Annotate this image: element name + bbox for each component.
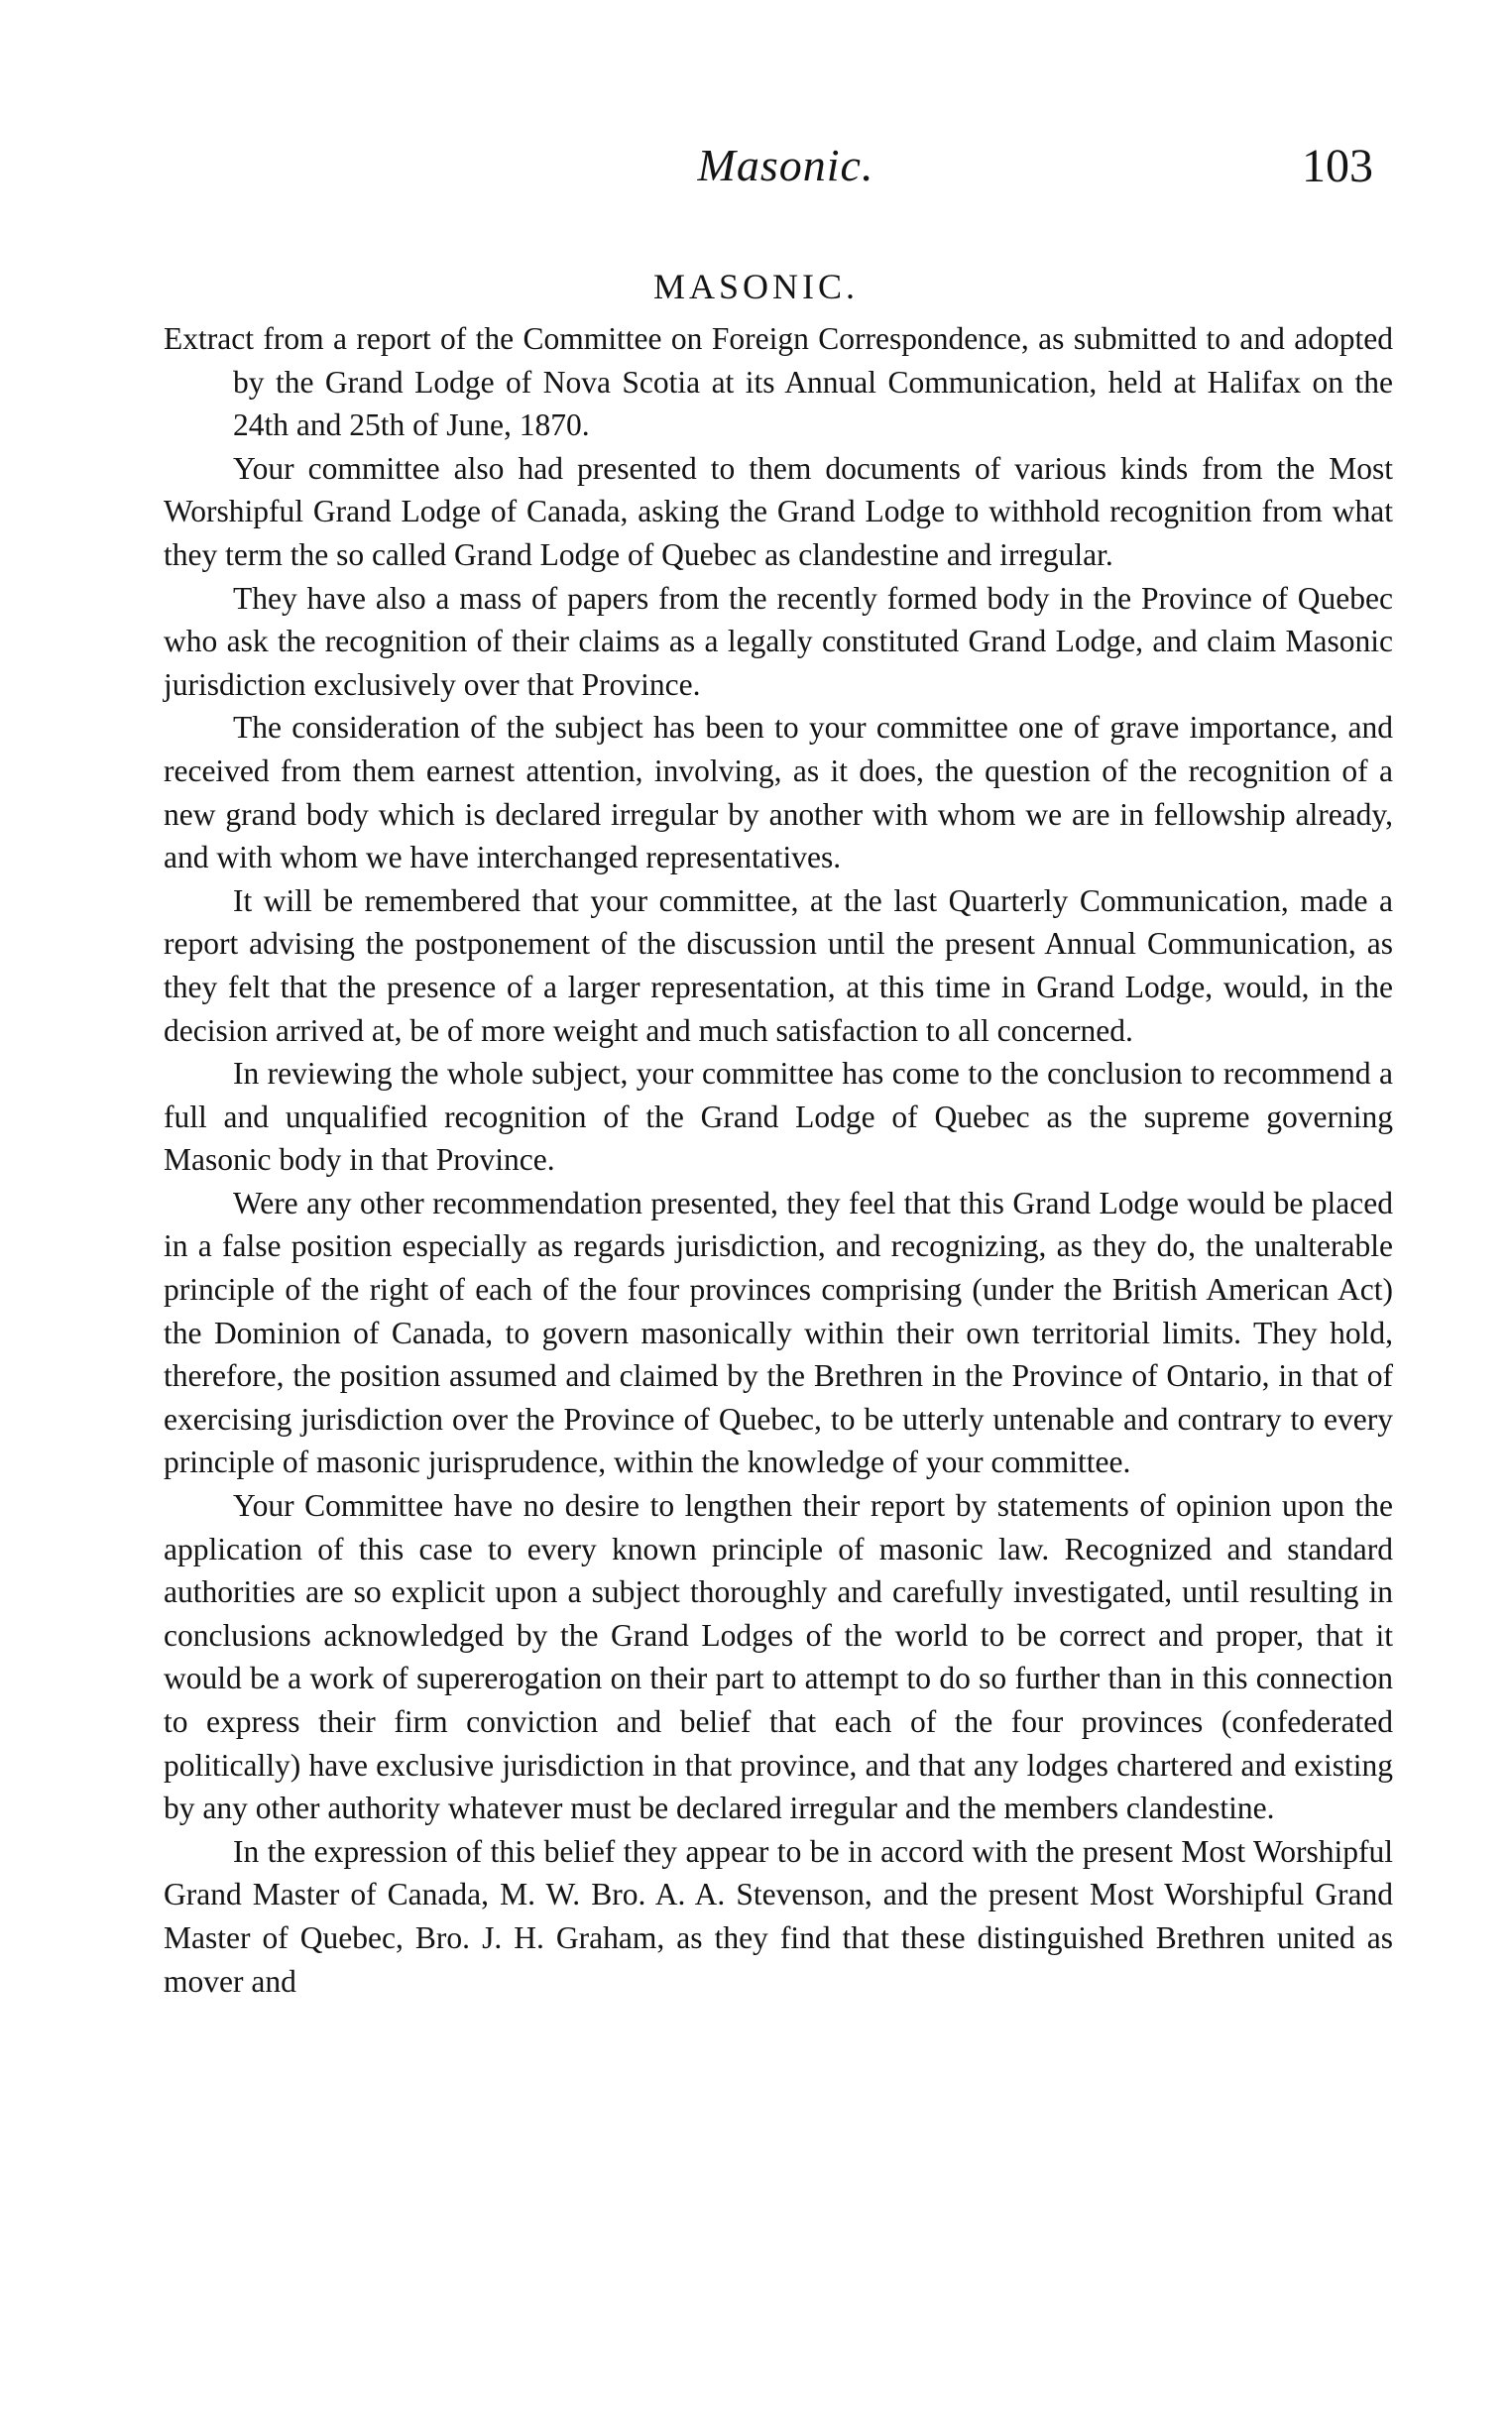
paragraph-postponement: It will be remembered that your committee, at the last Quarterly Communication, made a report advising the postponement of the discussion until the present Annual Communication, as they felt that the presence of a larger representation, at this time in Grand Lodge, would, in the decision arrived at, be of more weight and much satisfaction to all concerned. [164,882,1393,1048]
section-title: MASONIC. [652,267,860,306]
paragraph-recognition: In reviewing the whole subject, your committee has come to the conclusion to recommend a full and unqualified recognition of the Grand Lodge of Quebec as the supreme governing Masonic body in that Province. [164,1056,1393,1178]
paragraph-grand-masters: In the expression of this belief they appear to be in accord with the present Most Worshipful Grand Master of Canada, M. W. Bro. A. A. Stevenson, and the present Most Worshipful Grand Master of Quebec, Bro. J. H. Graham, as they find that these distinguished Brethren united as mover and [164,1833,1393,1999]
running-head [159,139,1413,208]
paragraph-jurisdiction: Were any other recommendation presented, they feel that this Grand Lodge would be placed in a false position especially as regards jurisdiction, and recognizing, as they do, the unalterable principle of the right of each of the four provinces comprising (under the British American Act) the Dominion of Canada, to govern masonically within their own territorial limits. They hold, therefore, the position assumed and claimed by the Brethren in the Province of Ontario, in that of exercising jurisdiction over the Province of Quebec, to be utterly untenable and contrary to every principle of masonic jurisprudence, within the knowledge of your committee. [164,1185,1393,1480]
paragraph-quebec-papers: They have also a mass of papers from the recently formed body in the Province of Quebec who ask the recognition of their claims as a legally constituted Grand Lodge, and claim Masonic jurisdiction exclusively over that Province. [164,580,1393,702]
paragraph-masonic-law: Your Committee have no desire to lengthen their report by statements of opinion upon the application of this case to every known principle of masonic law. Recognized and standard authorities are so explicit upon a subject thoroughly and carefully investigated, until resulting in conclusions acknowledged by the Grand Lodges of the world to be correct and proper, that it would be a work of supererogation on their part to attempt to do so further than in this connection to express their firm conviction and belief that each of the four provinces (confederated politically) have exclusive jurisdiction in that province, and that any lodges chartered and existing by any other authority whatever must be declared irregular and the members clandestine. [164,1488,1393,1826]
extract-heading: Extract from a report of the Committee on Foreign Correspondence, as submitted to and adopted by the Grand Lodge of Nova Scotia at its Annual Communication, held at Halifax on the 24th and 25th of June, 1870. [164,321,1393,443]
running-title: Masonic. [697,140,874,190]
paragraph-committee-documents: Your committee also had presented to them documents of various kinds from the Most Worshipful Grand Lodge of Canada, asking the Grand Lodge to withhold recognition from what they term the so called Grand Lodge of Quebec as clandestine and irregular. [164,450,1393,572]
page-number: 103 [1302,140,1373,192]
paragraph-grave-importance: The consideration of the subject has been to your committee one of grave importance, and received from them earnest attention, involving, as it does, the question of the recognition of a new grand body which is declared irregular by another with whom we are in fellowship already, and with whom we have interchanged representatives. [164,710,1393,875]
body-text [164,317,1393,2003]
